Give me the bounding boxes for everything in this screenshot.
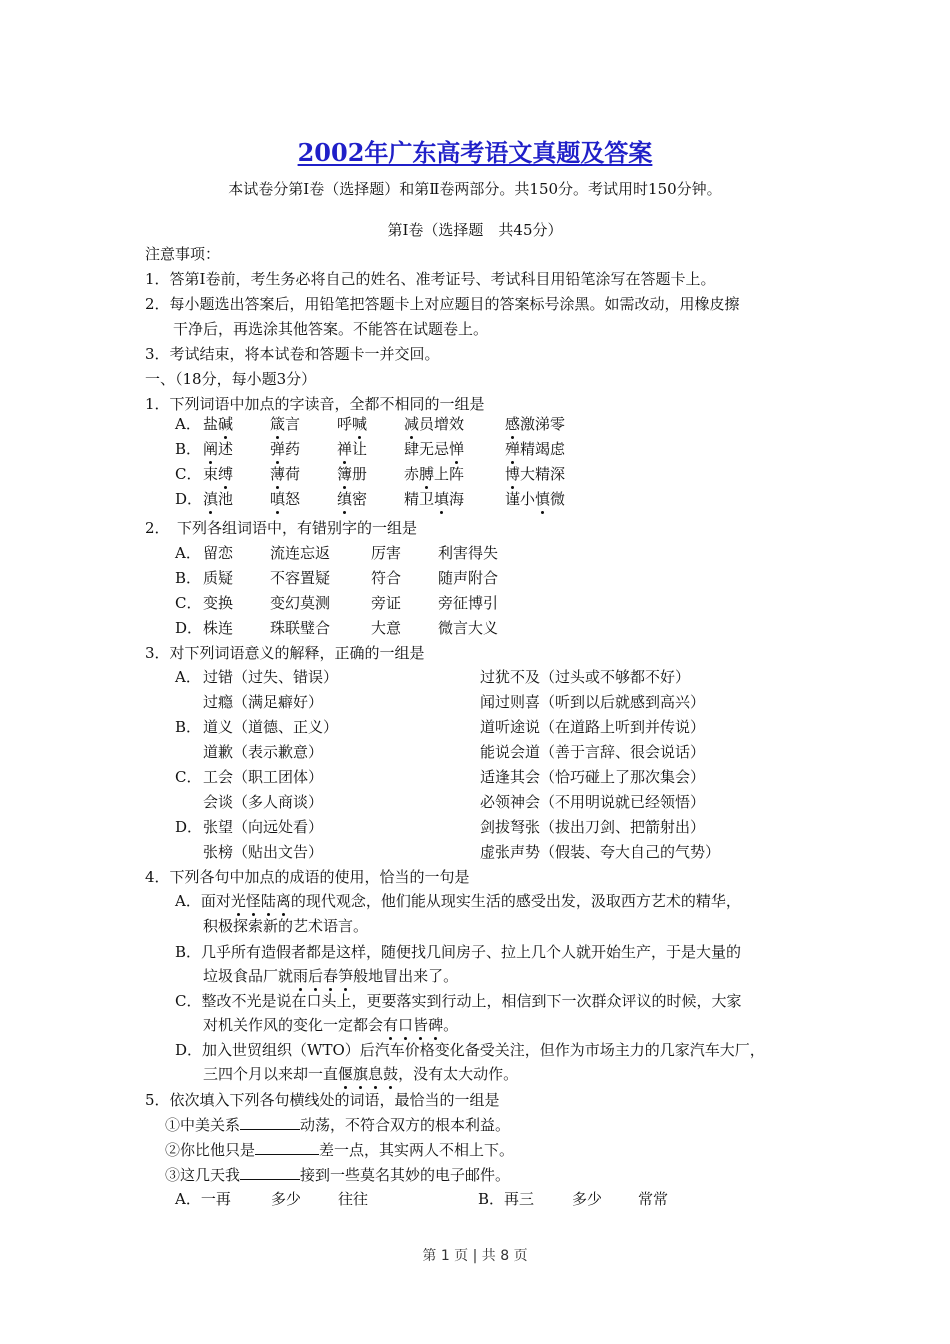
word-item: 微言大义 [438,619,499,637]
emphasized-char: 滇 [203,490,219,508]
notice-item: 2．每小题选出答案后，用铅笔把答题卡上对应题目的答案标号涂黑。如需改动，用橡皮擦 [145,295,740,313]
exam-intro: 本试卷分第Ⅰ卷（选择题）和第Ⅱ卷两部分。共150分。考试用时150分钟。 [228,180,722,198]
word-item [270,439,300,459]
word-item [270,489,300,509]
word-item [203,489,233,509]
char: 激 [520,415,536,433]
word-item: 大意 [371,619,402,637]
question-5-sentence-2: ②你比他只是 差一点，其实两人不相上下。 [165,1141,515,1159]
option-label: A． [175,544,201,562]
word-item: 变幻莫测 [270,594,331,612]
char: 池 [218,490,234,508]
emphasized-char: 后 [308,967,324,985]
question-4-option-c-cont: 对机关作风的变化一定都会有口皆碑。 [203,1016,459,1034]
word-item: 留恋 [203,544,234,562]
emphasized-char: 博 [505,465,521,483]
question-5-option-b: 常常 [638,1190,669,1208]
fill-blank [240,1164,300,1180]
emphasized-char: 陆 [260,892,276,910]
emphasized-char: 减 [404,415,420,433]
term-definition: 剑拔弩张（拔出刀剑、把箭射出） [480,818,706,836]
char: 精 [520,440,536,458]
emphasized-char: 阐 [203,440,219,458]
question-4-option-a: A．面对光怪陆离的现代观念，他们能从现实生活的感受出发，汲取西方艺术的精华， [175,892,741,910]
emphasized-idiom [293,967,353,985]
question-4-option-b: B．几乎所有造假者都是这样，随便找几间房子、拉上几个人就开始生产，于是大量的 [175,943,742,961]
char: 小 [520,490,536,508]
word-item [505,439,565,459]
char: 虑 [550,440,566,458]
emphasized-char: 缚 [218,465,234,483]
word-item: 不容置疑 [270,569,331,587]
char: 竭 [535,440,551,458]
char: 精 [535,465,551,483]
emphasized-char: 鼓 [383,1065,399,1083]
emphasized-char: 薄 [270,465,286,483]
term-definition: 工会（职工团体） [203,768,324,786]
char: 微 [550,490,566,508]
emphasized-char: 喊 [352,415,368,433]
term-definition: 道义（道德、正义） [203,718,339,736]
question-3-stem: 3．对下列词语意义的解释，正确的一组是 [145,644,425,662]
char: 忌 [434,440,450,458]
term-definition: 张榜（贴出文告） [203,843,324,861]
char: 无 [419,440,435,458]
emphasized-char: 膊 [419,465,435,483]
fill-blank [240,1114,300,1130]
word-item [404,439,464,459]
term-definition: 适逢其会（恰巧碰上了那次集会） [480,768,706,786]
term-definition: 虚张声势（假装、夸大自己的气势） [480,843,721,861]
emphasized-char: 春 [323,967,339,985]
char: 上 [434,465,450,483]
emphasized-char: 息 [368,1065,384,1083]
word-item: 变换 [203,594,234,612]
emphasized-char: 偃 [338,1065,354,1083]
word-item [203,439,233,459]
word-item: 株连 [203,619,234,637]
term-definition: 过犹不及（过头或不够都不好） [480,668,691,686]
word-item: 珠联璧合 [270,619,331,637]
term-definition: 能说会道（善于言辞、很会说话） [480,743,706,761]
question-5-option-b: 多少 [572,1190,603,1208]
char: 束 [203,465,219,483]
word-item [505,489,565,509]
option-label: D． [175,619,203,637]
notice-item: 3．考试结束，将本试卷和答题卡一并交回。 [145,345,440,363]
option-label: A． [175,415,201,433]
emphasized-char: 殚 [505,440,521,458]
char: 涕 [535,415,551,433]
word-item [270,414,300,434]
question-5-sentence-3: ③这几天我 接到一些莫名其妙的电子邮件。 [165,1166,511,1184]
char: 员 [419,415,435,433]
word-item: 利害得失 [438,544,499,562]
question-4-stem: 4．下列各句中加点的成语的使用，恰当的一句是 [145,868,470,886]
term-definition: 会谈（多人商谈） [203,793,324,811]
emphasized-char: 填 [434,490,450,508]
question-5-sentence-1: ①中美关系 动荡，不符合双方的根本利益。 [165,1116,511,1134]
emphasized-char: 有 [383,1016,399,1034]
emphasized-char: 笋 [338,967,354,985]
notice-heading: 注意事项： [145,245,221,263]
char: 肆 [404,440,420,458]
word-item [203,414,233,434]
emphasized-char: 簿 [337,465,353,483]
question-5-option-a: A．一再 [175,1190,231,1208]
term-definition: 道歉（表示歉意） [203,743,324,761]
document-title[interactable]: 2002年广东高考语文真题及答案 [297,138,653,167]
char: 怒 [285,490,301,508]
emphasized-char: 碑 [428,1016,444,1034]
option-label: C． [175,465,202,483]
option-label: A． [175,668,201,686]
emphasized-char: 弹 [270,440,286,458]
word-item: 旁证 [371,594,402,612]
term-definition: 闻过则喜（听到以后就感到高兴） [480,693,706,711]
question-4-option-b-cont: 垃圾食品厂就雨后春笋般地冒出来了。 [203,967,459,985]
char: 赤 [404,465,420,483]
char: 让 [352,440,368,458]
emphasized-char: 雨 [293,967,309,985]
word-item [505,414,565,434]
question-5-option-b: B．再三 [478,1190,535,1208]
word-item: 流连忘返 [270,544,331,562]
emphasized-char: 怪 [245,892,261,910]
emphasized-char: 碱 [218,415,234,433]
emphasized-char: 感 [505,415,521,433]
char: 册 [352,465,368,483]
word-item [337,464,367,484]
option-label: D． [175,490,203,508]
question-2-stem: 2． 下列各组词语中，有错别字的一组是 [145,519,418,537]
question-5-option-a: 多少 [271,1190,302,1208]
char: 盐 [203,415,219,433]
word-item [337,439,367,459]
word-item: 厉害 [371,544,402,562]
word-item: 质疑 [203,569,234,587]
emphasized-char: 光 [230,892,246,910]
section-heading: 第Ⅰ卷（选择题 共45分） [387,221,563,239]
emphasized-char: 慎 [535,490,551,508]
char: 荷 [285,465,301,483]
option-label: D． [175,818,203,836]
question-1-stem: 1．下列词语中加点的字读音，全都不相同的一组是 [145,395,485,413]
char: 增 [434,415,450,433]
emphasized-char: 皆 [413,1016,429,1034]
char: 海 [449,490,465,508]
char: 阵 [449,465,465,483]
char: 密 [352,490,368,508]
emphasized-char: 缜 [337,490,353,508]
page-footer: 第 1 页 | 共 8 页 [422,1248,528,1264]
question-4-option-d: D．加入世贸组织（WTO）后汽车价格变化备受关注，但作为市场主力的几家汽车大厂， [175,1041,765,1059]
option-label: C． [175,768,202,786]
word-item [404,414,464,434]
term-definition: 张望（向远处看） [203,818,324,836]
word-item [505,464,565,484]
question-4-option-c: C．整改不光是说在口头上，更要落实到行动上，相信到下一次群众评议的时候，大家 [175,992,742,1010]
emphasized-idiom [338,1065,398,1083]
char: 述 [218,440,234,458]
char: 言 [285,415,301,433]
word-item [404,489,464,509]
emphasized-idiom [383,1016,443,1034]
emphasized-char: 口 [398,1016,414,1034]
char: 药 [285,440,301,458]
char: 深 [550,465,566,483]
word-item: 符合 [371,569,402,587]
word-item [203,464,233,484]
term-definition: 过瘾（满足癖好） [203,693,324,711]
part-heading: 一、（18分，每小题3分） [145,370,317,388]
char: 效 [449,415,465,433]
question-4-option-a-cont: 积极探索新的艺术语言。 [203,917,369,935]
notice-item: 1．答第Ⅰ卷前，考生务必将自己的姓名、准考证号、考试科目用铅笔涂写在答题卡上。 [145,270,716,288]
word-item [337,489,367,509]
option-label: C． [175,594,202,612]
char: 谨 [505,490,521,508]
term-definition: 道听途说（在道路上听到并传说） [480,718,706,736]
emphasized-char: 箴 [270,415,286,433]
emphasized-char: 惮 [449,440,465,458]
option-label: B． [175,440,202,458]
char: 卫 [419,490,435,508]
emphasized-char: 嗔 [270,490,286,508]
emphasized-char: 旗 [353,1065,369,1083]
word-item: 旁征博引 [438,594,499,612]
notice-item: 干净后，再选涂其他答案。不能答在试题卷上。 [173,320,489,338]
question-5-option-a: 往往 [338,1190,369,1208]
term-definition: 过错（过失、错误） [203,668,339,686]
fill-blank [255,1139,319,1155]
question-5-stem: 5．依次填入下列各句横线处的词语，最恰当的一组是 [145,1091,500,1109]
word-item [270,464,300,484]
question-4-option-d-cont: 三四个月以来却一直偃旗息鼓，没有太大动作。 [203,1065,519,1083]
char: 零 [550,415,566,433]
word-item [337,414,367,434]
term-definition: 必领神会（不用明说就已经领悟） [480,793,706,811]
char: 精 [404,490,420,508]
emphasized-char: 离 [275,892,291,910]
option-label: B． [175,569,202,587]
option-label: B． [175,718,202,736]
char: 大 [520,465,536,483]
char: 呼 [337,415,353,433]
emphasized-idiom [231,892,291,910]
word-item: 随声附合 [438,569,499,587]
word-item [404,464,464,484]
emphasized-char: 禅 [337,440,353,458]
